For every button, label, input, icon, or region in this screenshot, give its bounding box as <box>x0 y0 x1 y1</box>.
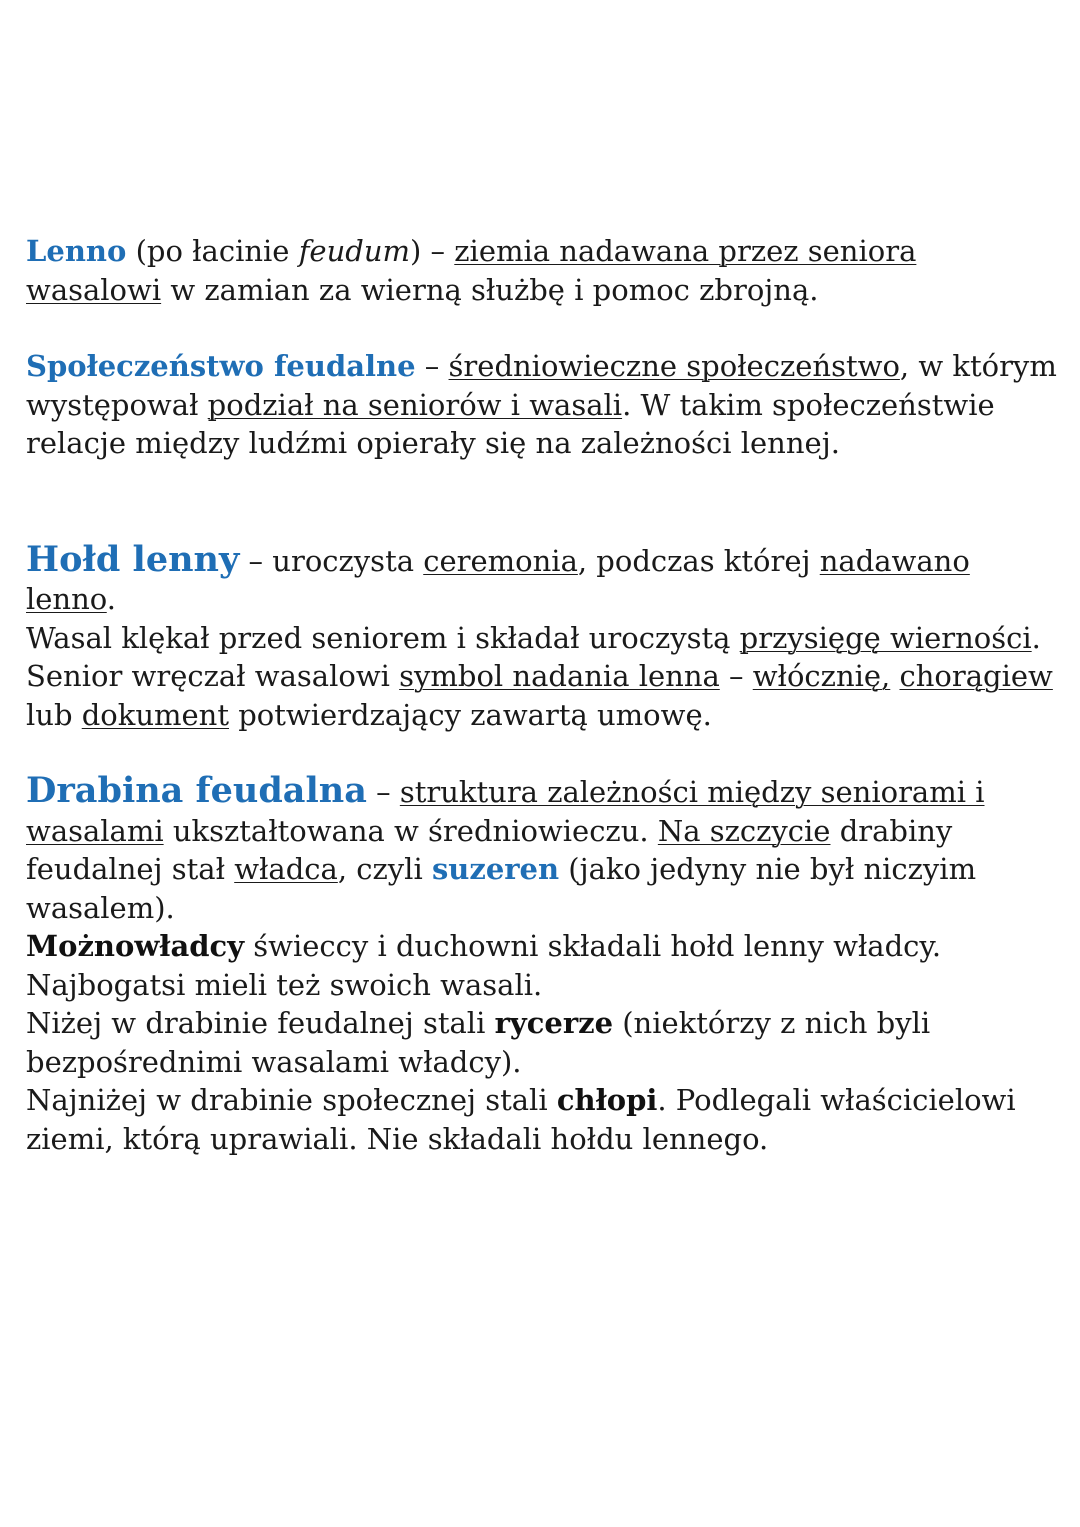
term-drabina-feudalna: Drabina feudalna <box>26 770 367 811</box>
latin-term: feudum <box>298 234 411 268</box>
text: – <box>415 349 449 383</box>
underlined-text: struktura zależności między seniorami i wasalami <box>26 775 985 848</box>
text: , podczas której <box>577 543 820 578</box>
text: – uroczysta <box>239 543 424 578</box>
text: (po łacinie <box>126 234 299 268</box>
underlined-text: włócznię, <box>752 659 891 693</box>
text: . <box>1031 620 1041 655</box>
underlined-text: przysięgę wierności <box>739 620 1032 655</box>
underlined-text: podział na seniorów i wasali <box>207 387 623 422</box>
text: Wasal klękał przed seniorem i składał uroczystą <box>26 620 740 655</box>
term-spoleczenstwo-feudalne: Społeczeństwo feudalne <box>26 349 416 383</box>
text: – <box>719 659 753 693</box>
underlined-text: symbol nadania lenna <box>399 659 720 693</box>
text: . <box>106 582 116 616</box>
bold-term-chlopi: chłopi <box>556 1083 658 1117</box>
underlined-text: władca <box>234 852 338 886</box>
text: – <box>366 775 400 809</box>
bold-term-mozowladcy: Możnowładcy <box>26 929 245 963</box>
text: ukształtowana w średniowieczu. <box>163 813 658 848</box>
underlined-text: ceremonia <box>423 543 578 578</box>
term-hold-lenny: Hołd lenny <box>26 538 240 580</box>
definition-drabina-feudalna <box>26 772 1066 1158</box>
text: Senior wręczał wasalowi <box>26 659 400 693</box>
definition-lenno <box>26 232 1066 309</box>
underlined-text: dokument <box>81 697 229 732</box>
text: . Podlegali właścicielowi ziemi, którą uprawiali. Nie składali hołdu lennego. <box>26 1083 1016 1156</box>
definition-spoleczenstwo-feudalne <box>26 347 1066 463</box>
underlined-text: ziemia nadawana przez seniora <box>454 234 917 268</box>
text: lub <box>26 697 82 732</box>
bold-term-rycerze: rycerze <box>494 1006 614 1040</box>
text: świeccy i duchowni składali hołd lenny władcy. Najbogatsi mieli też swoich wasali. <box>26 929 942 1002</box>
text: ) – <box>410 234 455 268</box>
text: w zamian za wierną służbę i pomoc zbrojną. <box>161 272 819 307</box>
text: drabiny feudalnej stał <box>26 813 953 886</box>
term-suzeren: suzeren <box>431 852 560 886</box>
text: potwierdzający zawartą umowę. <box>229 697 712 732</box>
underlined-text: średniowieczne społeczeństwo <box>448 349 900 383</box>
text: Najniżej w drabinie społecznej stali <box>26 1083 557 1117</box>
underlined-text: chorągiew <box>899 659 1053 693</box>
definition-hold-lenny <box>26 538 1066 735</box>
underlined-text: nadawano lenno <box>26 543 970 616</box>
text: , w którym występował <box>26 349 1057 422</box>
underlined-text: wasalowi <box>26 272 162 307</box>
text: . W takim społeczeństwie relacje między ludźmi opierały się na zależności lennej. <box>26 387 995 460</box>
term-lenno: Lenno <box>26 234 127 268</box>
underlined-text: Na szczycie <box>657 813 831 848</box>
text <box>890 659 899 693</box>
text: Niżej w drabinie feudalnej stali <box>26 1006 495 1040</box>
text: , czyli <box>337 852 432 886</box>
text: (niektórzy z nich byli bezpośrednimi wasalami władcy). <box>26 1006 931 1079</box>
document-page <box>26 232 1066 1158</box>
text: (jako jedyny nie był niczyim wasalem). <box>26 852 977 925</box>
